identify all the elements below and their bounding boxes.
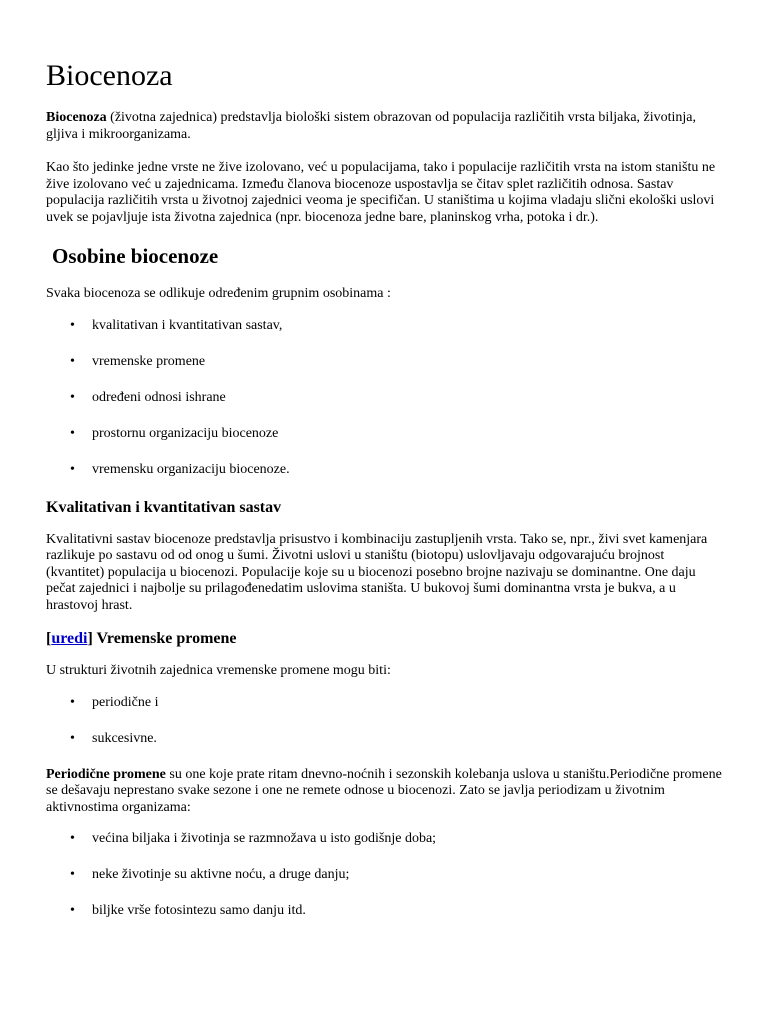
list-item-text: većina biljaka i životinja se razmnožava u isto godišnje doba; xyxy=(92,831,437,846)
promene-heading-text: Vremenske promene xyxy=(92,630,237,647)
list-item-text: biljke vrše fotosintezu samo danju itd. xyxy=(92,903,306,918)
intro-term: Biocenoza xyxy=(46,110,107,125)
list-item xyxy=(46,695,726,711)
examples-list xyxy=(46,831,726,919)
list-item xyxy=(46,831,726,847)
list-item xyxy=(46,903,726,919)
populations-paragraph: Kao što jedinke jedne vrste ne žive izolovano, već u populacijama, tako i populacije različitih vrsta na istom staništu ne žive izolovano već u zajednicama. Između članova biocenoze uspostavlja se čitav splet različitih odnosa. Sastav populacija različitih vrsta u životnoj zajednici veoma je specifičan. U staništima u kojima vladaju slični ekološki uslovi uvek se pojavljuje ista životna zajednica (npr. biocenoza jedne bare, planinskog vrha, potoka i dr.). xyxy=(46,160,716,225)
list-item-text: vremensku organizaciju biocenoze. xyxy=(92,461,290,477)
list-item-text: neke životinje su aktivne noću, a druge danju; xyxy=(92,867,350,882)
bullet-icon: • xyxy=(70,425,75,441)
periodicne-paragraph xyxy=(46,767,726,817)
bullet-icon: • xyxy=(70,389,75,405)
bullet-icon: • xyxy=(70,730,75,746)
list-item xyxy=(46,731,726,747)
page-title: Biocenoza xyxy=(46,59,173,92)
section-heading-promene xyxy=(46,629,726,649)
list-item xyxy=(46,318,726,334)
osobine-lead: Svaka biocenoza se odlikuje određenim grupnim osobinama : xyxy=(46,286,391,301)
intro-paragraph xyxy=(46,110,726,143)
bullet-icon: • xyxy=(70,317,75,333)
periodicne-term: Periodične promene xyxy=(46,766,166,782)
list-item-text: vremenske promene xyxy=(92,353,206,369)
list-item xyxy=(46,426,726,442)
bracket-close: ] xyxy=(87,630,93,647)
bullet-icon: • xyxy=(70,831,75,846)
promene-lead: U strukturi životnih zajednica vremenske promene mogu biti: xyxy=(46,663,391,678)
list-item xyxy=(46,867,726,883)
list-item xyxy=(46,390,726,406)
sastav-paragraph: Kvalitativni sastav biocenoze predstavlja prisustvo i kombinaciju zastupljenih vrsta. Tako se, npr., živi svet kamenjara razlikuje po sastavu od od onog u šumi. Životni uslovi u staništu (biotopu) uslovljavaju odgovarajuću brojnost (kvantitet) populacija u biocenozi. Populacije koje su u biocenozi posebno brojne nazivaju se dominantne. One daju pečat zajednici i najbolje su prilagođenedatim uslovima staništa. U bukovoj šumi dominantna vrsta je bukva, a u hrastovoj hrast. xyxy=(46,531,708,613)
osobine-list xyxy=(46,318,726,478)
list-item-text: određeni odnosi ishrane xyxy=(92,389,226,405)
bracket-open: [ xyxy=(46,630,52,647)
bullet-icon: • xyxy=(70,694,75,710)
periodicne-text: su one koje prate ritam dnevno-noćnih i sezonskih kolebanja uslova u staništu.Periodične promene se dešavaju neprestano svake sezone i one ne remete odnose u biocenozi. Zato se javlja periodizam u životnim aktivnostima organizama: xyxy=(46,766,722,815)
promene-list xyxy=(46,695,726,747)
list-item xyxy=(46,354,726,370)
edit-link[interactable]: uredi xyxy=(51,630,88,647)
list-item xyxy=(46,462,726,478)
list-item-text: periodične i xyxy=(92,694,159,710)
bullet-icon: • xyxy=(70,867,75,882)
bullet-icon: • xyxy=(70,903,75,918)
document-page xyxy=(46,58,726,939)
section-heading-osobine: Osobine biocenoze xyxy=(52,244,219,268)
bullet-icon: • xyxy=(70,353,75,369)
list-item-text: kvalitativan i kvantitativan sastav, xyxy=(92,317,283,333)
bullet-icon: • xyxy=(70,461,75,477)
intro-text: (životna zajednica) predstavlja biološki sistem obrazovan od populacija različitih vrsta biljaka, životinja, gljiva i mikroorganizama. xyxy=(46,110,697,142)
section-heading-sastav: Kvalitativan i kvantitativan sastav xyxy=(46,498,282,516)
list-item-text: sukcesivne. xyxy=(92,730,157,746)
list-item-text: prostornu organizaciju biocenoze xyxy=(92,425,279,441)
